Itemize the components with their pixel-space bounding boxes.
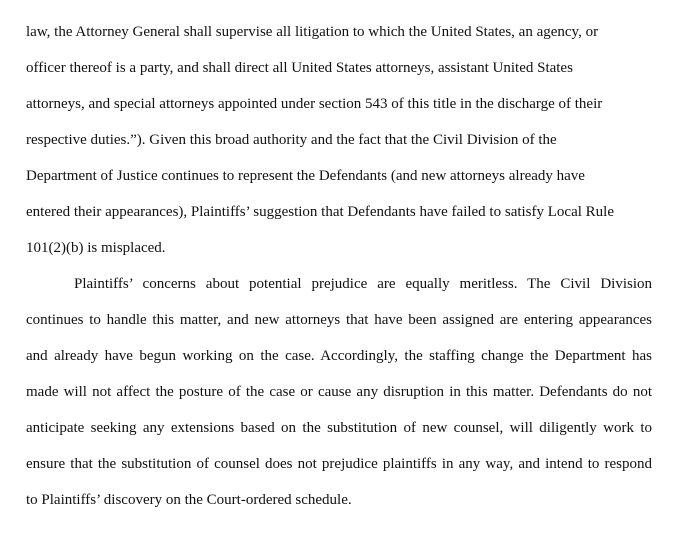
text-line: entered their appearances), Plaintiffs’ suggestion that Defendants have failed to satisfy Local Rule bbox=[26, 204, 614, 220]
text-line: law, the Attorney General shall supervise all litigation to which the United States, an agency, or bbox=[26, 24, 599, 40]
text-line: made will not affect the posture of the case or cause any disruption in this matter. Defendants do not bbox=[26, 384, 652, 400]
text-line: continues to handle this matter, and new attorneys that have been assigned are entering appearances bbox=[26, 312, 652, 328]
paragraph-authority bbox=[26, 14, 652, 266]
document-page bbox=[26, 14, 652, 518]
text-line: Department of Justice continues to represent the Defendants (and new attorneys already have bbox=[26, 168, 585, 184]
text-line: respective duties.”). Given this broad authority and the fact that the Civil Division of the bbox=[26, 132, 557, 148]
paragraph-prejudice bbox=[26, 266, 652, 518]
text-line: anticipate seeking any extensions based on the substitution of new counsel, will diligently work to bbox=[26, 420, 652, 436]
text-line: 101(2)(b) is misplaced. bbox=[26, 240, 166, 256]
text-line: Plaintiffs’ concerns about potential prejudice are equally meritless. The Civil Division bbox=[74, 276, 652, 292]
text-line: officer thereof is a party, and shall direct all United States attorneys, assistant United States bbox=[26, 60, 573, 76]
text-line: and already have begun working on the case. Accordingly, the staffing change the Department has bbox=[26, 348, 652, 364]
text-line: to Plaintiffs’ discovery on the Court-ordered schedule. bbox=[26, 492, 352, 508]
text-line: attorneys, and special attorneys appointed under section 543 of this title in the discharge of their bbox=[26, 96, 603, 112]
text-line: ensure that the substitution of counsel does not prejudice plaintiffs in any way, and intend to respond bbox=[26, 456, 652, 472]
